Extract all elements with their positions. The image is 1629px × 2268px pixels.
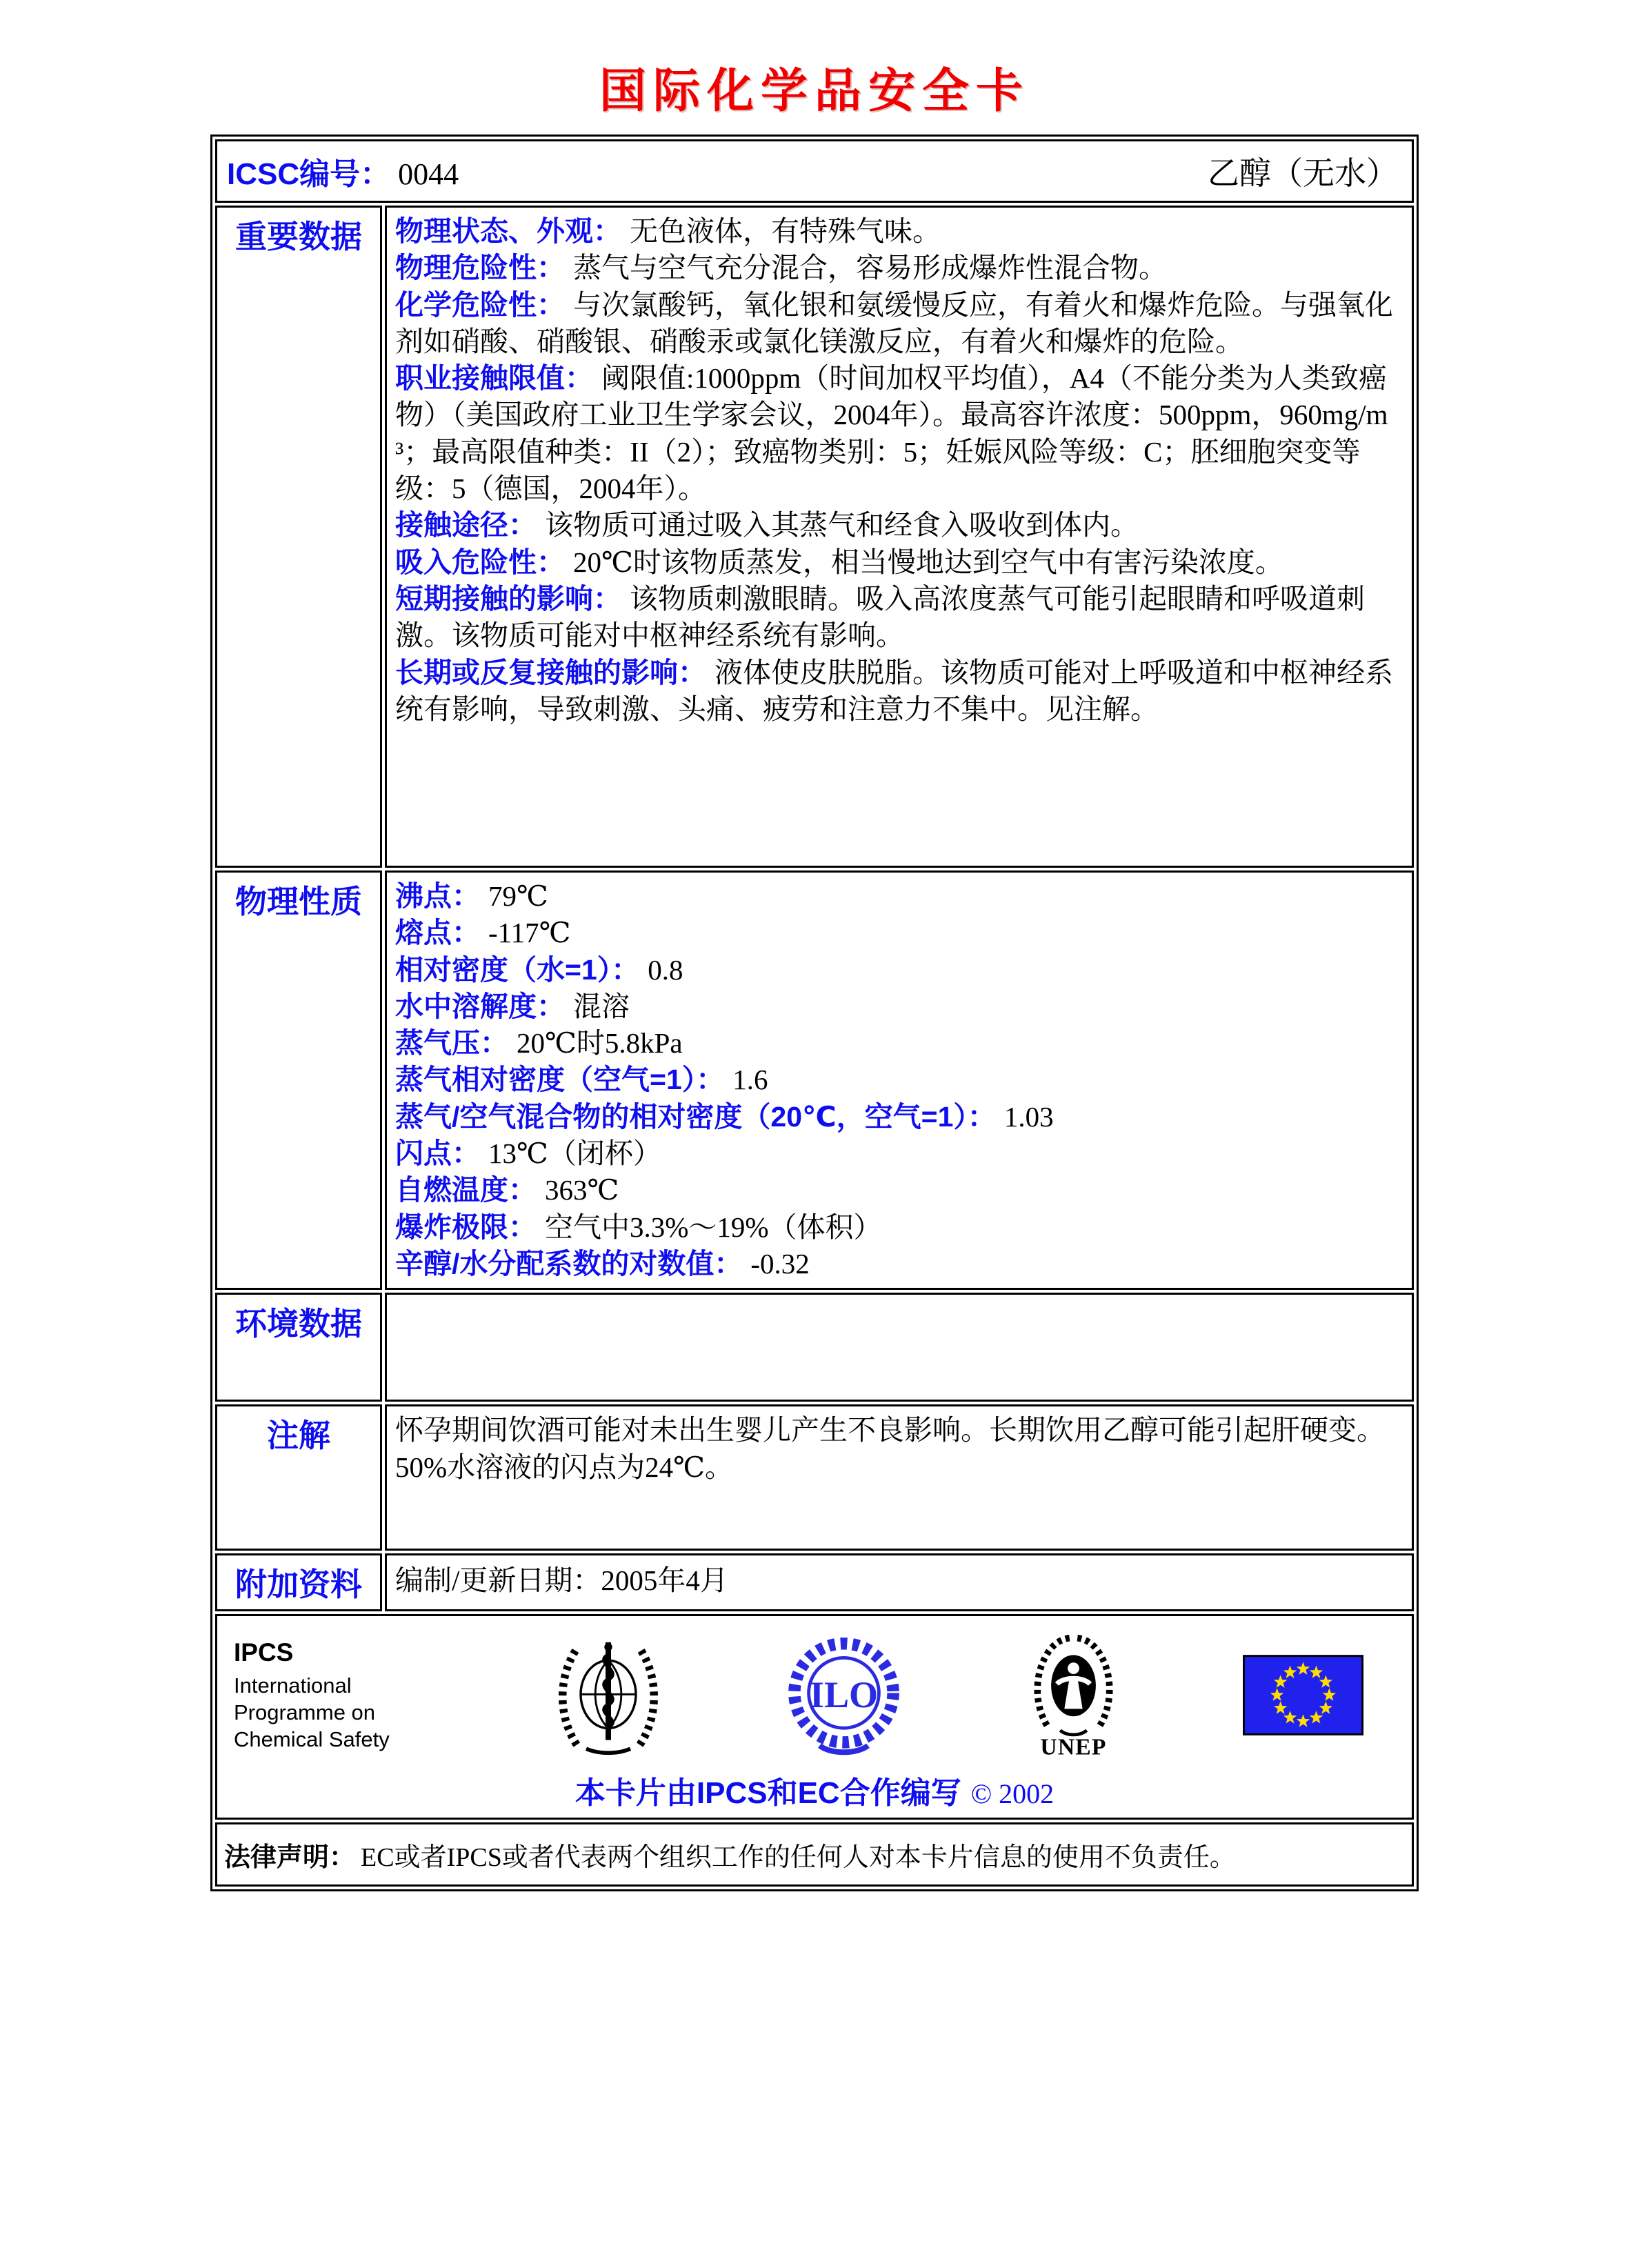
field-label: 蒸气/空气混合物的相对密度（20℃，空气=1）： [395,1100,996,1133]
logo-row [231,1626,1398,1764]
field-label: 水中溶解度： [395,990,565,1022]
additional-info-row-label: 附加资料 [215,1553,382,1611]
field-value: 20℃时该物质蒸发，相当慢地达到空气中有害污染浓度。 [573,546,1283,578]
field-label: 沸点： [395,880,480,912]
field-octanol-water-partition [395,1246,1403,1282]
eu-flag-icon [1243,1655,1363,1735]
field-water-solubility [395,988,1403,1025]
field-value: 363℃ [545,1174,619,1206]
field-label: 职业接触限值： [395,362,593,395]
field-explosive-limits [395,1209,1403,1246]
unep-logo-icon [1023,1633,1123,1757]
field-vapor-pressure [395,1025,1403,1062]
footer-cell [215,1614,1414,1820]
field-chemical-danger [395,287,1403,361]
icsc-table [210,135,1419,1891]
field-label: 辛醇/水分配系数的对数值： [395,1247,743,1280]
field-melting-point [395,915,1403,951]
icsc-number-label: ICSC编号： [227,157,391,191]
important-data-content [385,206,1414,868]
field-label: 短期接触的影响： [395,582,621,615]
environmental-data-row [215,1293,1414,1402]
field-value: 该物质刺激眼睛。吸入高浓度蒸气可能引起眼睛和呼吸道刺激。该物质可能对中枢神经系统有影响。 [395,582,1365,652]
field-label: 爆炸极限： [395,1211,537,1243]
footer-row [215,1614,1414,1820]
field-label: 接触途径： [395,509,537,541]
ipcs-text-block [234,1637,434,1753]
field-label: 长期或反复接触的影响： [395,656,706,688]
environmental-data-row-label: 环境数据 [215,1293,382,1402]
field-value: 混溶 [573,990,630,1022]
notes-row [215,1404,1414,1551]
field-value: 13℃（闭杯） [488,1137,661,1170]
field-value: 该物质可通过吸入其蒸气和经食入吸收到体内。 [545,509,1139,541]
field-exposure-routes [395,507,1403,544]
field-label: 物理状态、外观： [395,215,621,247]
icsc-number-value: 0044 [398,157,459,191]
field-label: 蒸气相对密度（空气=1）： [395,1064,725,1096]
icsc-number-group [227,149,459,193]
ilo-logo-icon [783,1635,904,1755]
svg-text:UNEP: UNEP [1040,1734,1107,1758]
field-vapor-relative-density [395,1062,1403,1098]
notes-row-label: 注解 [215,1404,382,1551]
field-flash-point [395,1135,1403,1172]
field-value: -117℃ [488,917,571,949]
ipcs-line: International [234,1673,352,1698]
svg-text:ILO: ILO [809,1673,878,1715]
field-label: 化学危险性： [395,288,565,321]
field-physical-danger [395,250,1403,286]
field-update-date: 编制/更新日期：2005年4月 [395,1564,728,1597]
field-relative-density [395,952,1403,988]
field-value: 蒸气与空气充分混合，容易形成爆炸性混合物。 [573,252,1167,284]
environmental-data-content [385,1293,1414,1402]
field-value: 1.6 [732,1064,768,1096]
field-value: 79℃ [488,880,548,912]
field-boiling-point [395,878,1403,915]
legal-cell [215,1822,1414,1887]
important-data-row-label: 重要数据 [215,206,382,868]
physical-properties-content [385,871,1414,1290]
notes-content: 怀孕期间饮酒可能对未出生婴儿产生不良影响。长期饮用乙醇可能引起肝硬变。 50%水溶液的闪点为24℃。 [385,1404,1414,1551]
ipcs-line: Chemical Safety [234,1727,390,1751]
field-value: 空气中3.3%～19%（体积） [545,1211,882,1243]
field-value: 0.8 [648,953,683,986]
header-row [215,139,1414,203]
who-logo-icon [553,1631,663,1759]
field-label: 物理危险性： [395,252,565,284]
physical-properties-row [215,871,1414,1290]
field-label: 熔点： [395,917,480,949]
field-occupational-limits [395,360,1403,507]
field-long-term-effects [395,655,1403,728]
field-autoignition-temperature [395,1172,1403,1208]
ipcs-line: Programme on [234,1700,376,1725]
field-vapor-air-mixture-density [395,1099,1403,1135]
legal-text: EC或者IPCS或者代表两个组织工作的任何人对本卡片信息的使用不负责任。 [361,1843,1236,1873]
field-value: 无色液体，有特殊气味。 [630,215,941,247]
field-label: 自燃温度： [395,1174,537,1206]
additional-info-content [385,1553,1414,1611]
physical-properties-row-label: 物理性质 [215,871,382,1290]
caption-copyright: © 2002 [970,1778,1055,1810]
field-inhalation-risk [395,544,1403,581]
field-label: 闪点： [395,1137,480,1170]
important-data-row [215,206,1414,868]
legal-label: 法律声明： [224,1843,356,1873]
caption-text: 本卡片由IPCS和EC合作编写 [574,1776,961,1811]
field-label: 蒸气压： [395,1027,508,1060]
chemical-name: 乙醇（无水） [1208,156,1398,191]
field-label: 吸入危险性： [395,546,565,578]
field-value: 1.03 [1003,1100,1054,1133]
header-cell [215,139,1414,203]
field-value: 与次氯酸钙，氧化银和氨缓慢反应，有着火和爆炸危险。与强氧化剂如硝酸、硝酸银、硝酸汞或氯化镁激反应，有着火和爆炸的危险。 [395,288,1393,357]
ipcs-abbr: IPCS [234,1638,294,1667]
legal-row [215,1822,1414,1887]
field-label: 相对密度（水=1）： [395,953,640,986]
field-physical-state [395,213,1403,250]
field-value: 20℃时5.8kPa [517,1027,683,1060]
field-value: 阈限值:1000ppm（时间加权平均值），A4（不能分类为人类致癌物）（美国政府工业卫生学家会议，2004年）。最高容许浓度：500ppm，960mg/m³；最高限值种类：II（2）；致癌物类别：5；妊娠风险等级：C；胚细胞突变等级：5（德国，2004年）。 [395,362,1388,505]
footer-caption [231,1768,1398,1812]
icsc-card-page [0,54,1629,1891]
field-short-term-effects [395,581,1403,655]
additional-info-row [215,1553,1414,1611]
field-value: -0.32 [750,1247,810,1280]
field-value: 液体使皮肤脱脂。该物质可能对上呼吸道和中枢神经系统有影响，导致刺激、头痛、疲劳和注意力不集中。见注解。 [395,656,1393,725]
page-title: 国际化学品安全卡 [599,65,1030,117]
